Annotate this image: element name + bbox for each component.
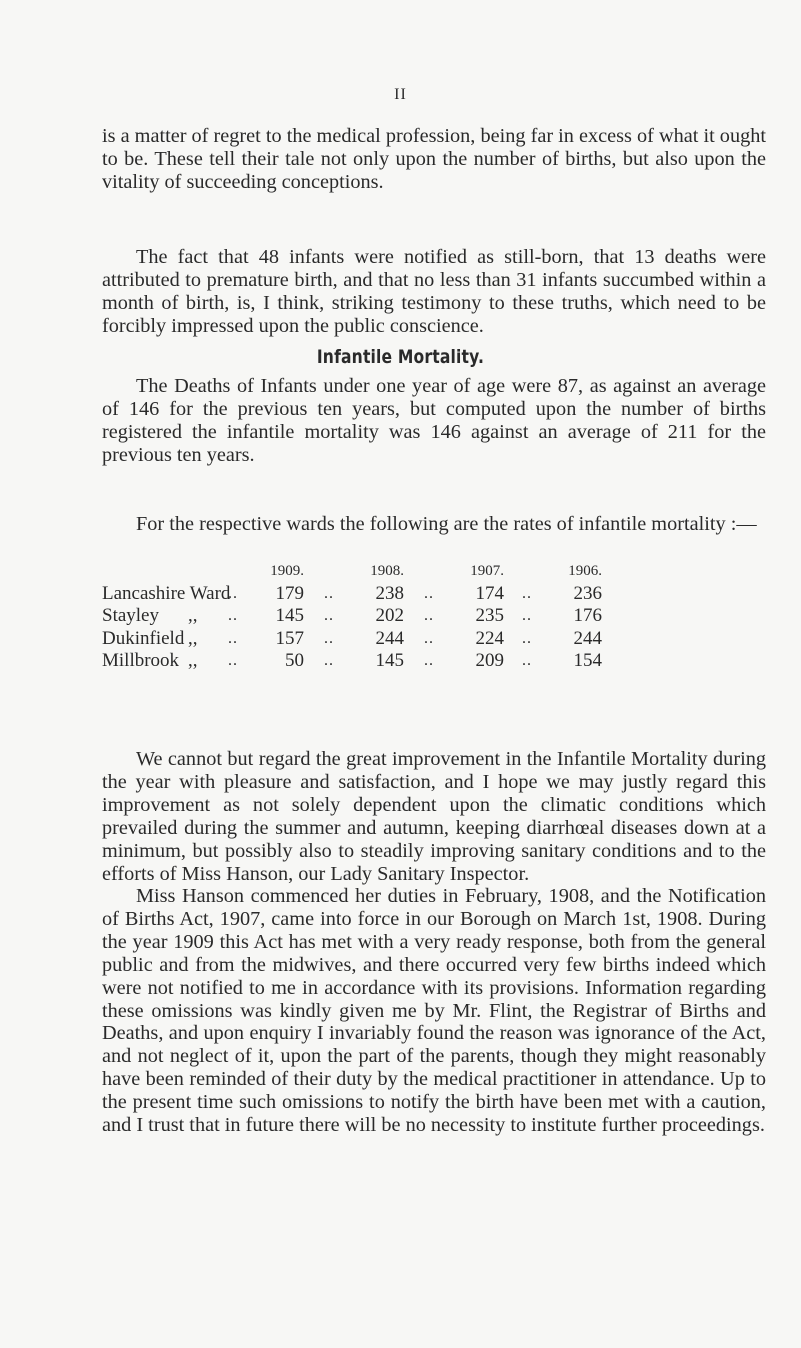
- table-row: [102, 628, 766, 651]
- rate-cell: 179: [275, 582, 304, 604]
- leader-dots: ..: [324, 607, 334, 624]
- year-header: 1906.: [568, 563, 602, 579]
- rate-cell: 176: [573, 605, 602, 626]
- leader-dots: ..: [522, 652, 532, 669]
- ward-name: Millbrook: [102, 650, 180, 671]
- leader-dots: ..: [228, 607, 238, 624]
- paragraph-notification-act: Miss Hanson commenced her duties in February, 1908, and the Notification of Births Act, 1907, came into force in our Borough on March 1st, 1908. During the year 1909 this Act has met with a very ready response, both from the general public and from the midwives, and there occurred very few births indeed which were not notified to me in accordance with its provisions. Information regarding these omissions was kindly given me by Mr. Flint, the Registrar of Births and Deaths, and upon enquiry I invariably found the reason was ignorance of the Act, and not neglect of it, upon the part of the parents, though they might reasonably have been reminded of their duty by the medical practitioner in attendance. Up to the present time such omissions to notify the birth have been met with a caution, and I trust that in future there will be no necessity to institute further proceedings.: [102, 885, 766, 1137]
- rate-cell: 209: [475, 650, 504, 671]
- ward-name: Lancashire Ward: [102, 582, 231, 604]
- ditto-mark: ,,: [188, 650, 198, 671]
- rate-cell: 244: [573, 627, 602, 649]
- paragraph-infant-deaths: The Deaths of Infants under one year of age were 87, as against an average of 146 for the previous ten years, but computed upon the number of births registered the infantile mortality was 146 against an average of 211 for the previous ten years.: [102, 375, 766, 466]
- leader-dots: ..: [522, 584, 532, 602]
- leader-dots: ..: [522, 629, 532, 647]
- paragraph-continuation: is a matter of regret to the medical profession, being far in excess of what it ought to be. These tell their tale not only upon the number of births, but also upon the vitality of succeeding conceptions.: [102, 125, 767, 193]
- leader-dots: ..: [228, 629, 238, 647]
- table-row: [102, 605, 766, 628]
- page-number: II: [394, 86, 407, 103]
- paragraph-ward-rates-intro: For the respective wards the following are the rates of infantile mortality :—: [136, 513, 757, 535]
- rate-cell: 244: [375, 627, 404, 649]
- leader-dots: ..: [424, 652, 434, 669]
- rate-cell: 50: [285, 650, 304, 671]
- ward-name: Dukinfield: [102, 627, 185, 649]
- rate-cell: 235: [475, 605, 504, 626]
- rate-cell: 157: [275, 627, 304, 649]
- ward-name: Stayley: [102, 605, 159, 626]
- leader-dots: ..: [324, 652, 334, 669]
- ditto-mark: ,,: [188, 605, 198, 626]
- leader-dots: ..: [424, 607, 434, 624]
- ward-rates-table: [102, 560, 766, 673]
- year-header: 1909.: [270, 563, 304, 579]
- rate-cell: 145: [375, 650, 404, 671]
- leader-dots: ..: [424, 584, 434, 602]
- table-row: [102, 650, 766, 673]
- paragraph-improvement: We cannot but regard the great improvement in the Infantile Mortality during the year with pleasure and satisfaction, and I hope we may justly regard this improvement as not solely dependent upon the climatic conditions which prevailed during the summer and autumn, keeping diarrhœal diseases down at a minimum, but possibly also to steadily improving sanitary conditions and to the efforts of Miss Hanson, our Lady Sanitary Inspector.: [102, 748, 766, 885]
- year-header: 1908.: [370, 563, 404, 579]
- rate-cell: 236: [573, 582, 602, 604]
- leader-dots: ..: [324, 584, 334, 602]
- rate-cell: 202: [375, 605, 404, 626]
- leader-dots: ..: [324, 629, 334, 647]
- year-header: 1907.: [470, 563, 504, 579]
- table-row: [102, 583, 766, 606]
- table-header-row: [102, 560, 766, 583]
- section-heading: Infantile Mortality.: [316, 346, 485, 368]
- rate-cell: 145: [275, 605, 304, 626]
- rate-cell: 174: [475, 582, 504, 604]
- paragraph-still-born: The fact that 48 infants were notified as still-born, that 13 deaths were attributed to premature birth, and that no less than 31 infants succumbed within a month of birth, is, I think, striking testimony to these truths, which need to be forcibly impressed upon the public conscience.: [102, 246, 766, 337]
- leader-dots: ..: [228, 652, 238, 669]
- leader-dots: ..: [424, 629, 434, 647]
- ditto-mark: ,,: [188, 627, 198, 649]
- leader-dots: ..: [522, 607, 532, 624]
- rate-cell: 154: [573, 650, 602, 671]
- rate-cell: 224: [475, 627, 504, 649]
- rate-cell: 238: [375, 582, 404, 604]
- leader-dots: ..: [228, 584, 238, 602]
